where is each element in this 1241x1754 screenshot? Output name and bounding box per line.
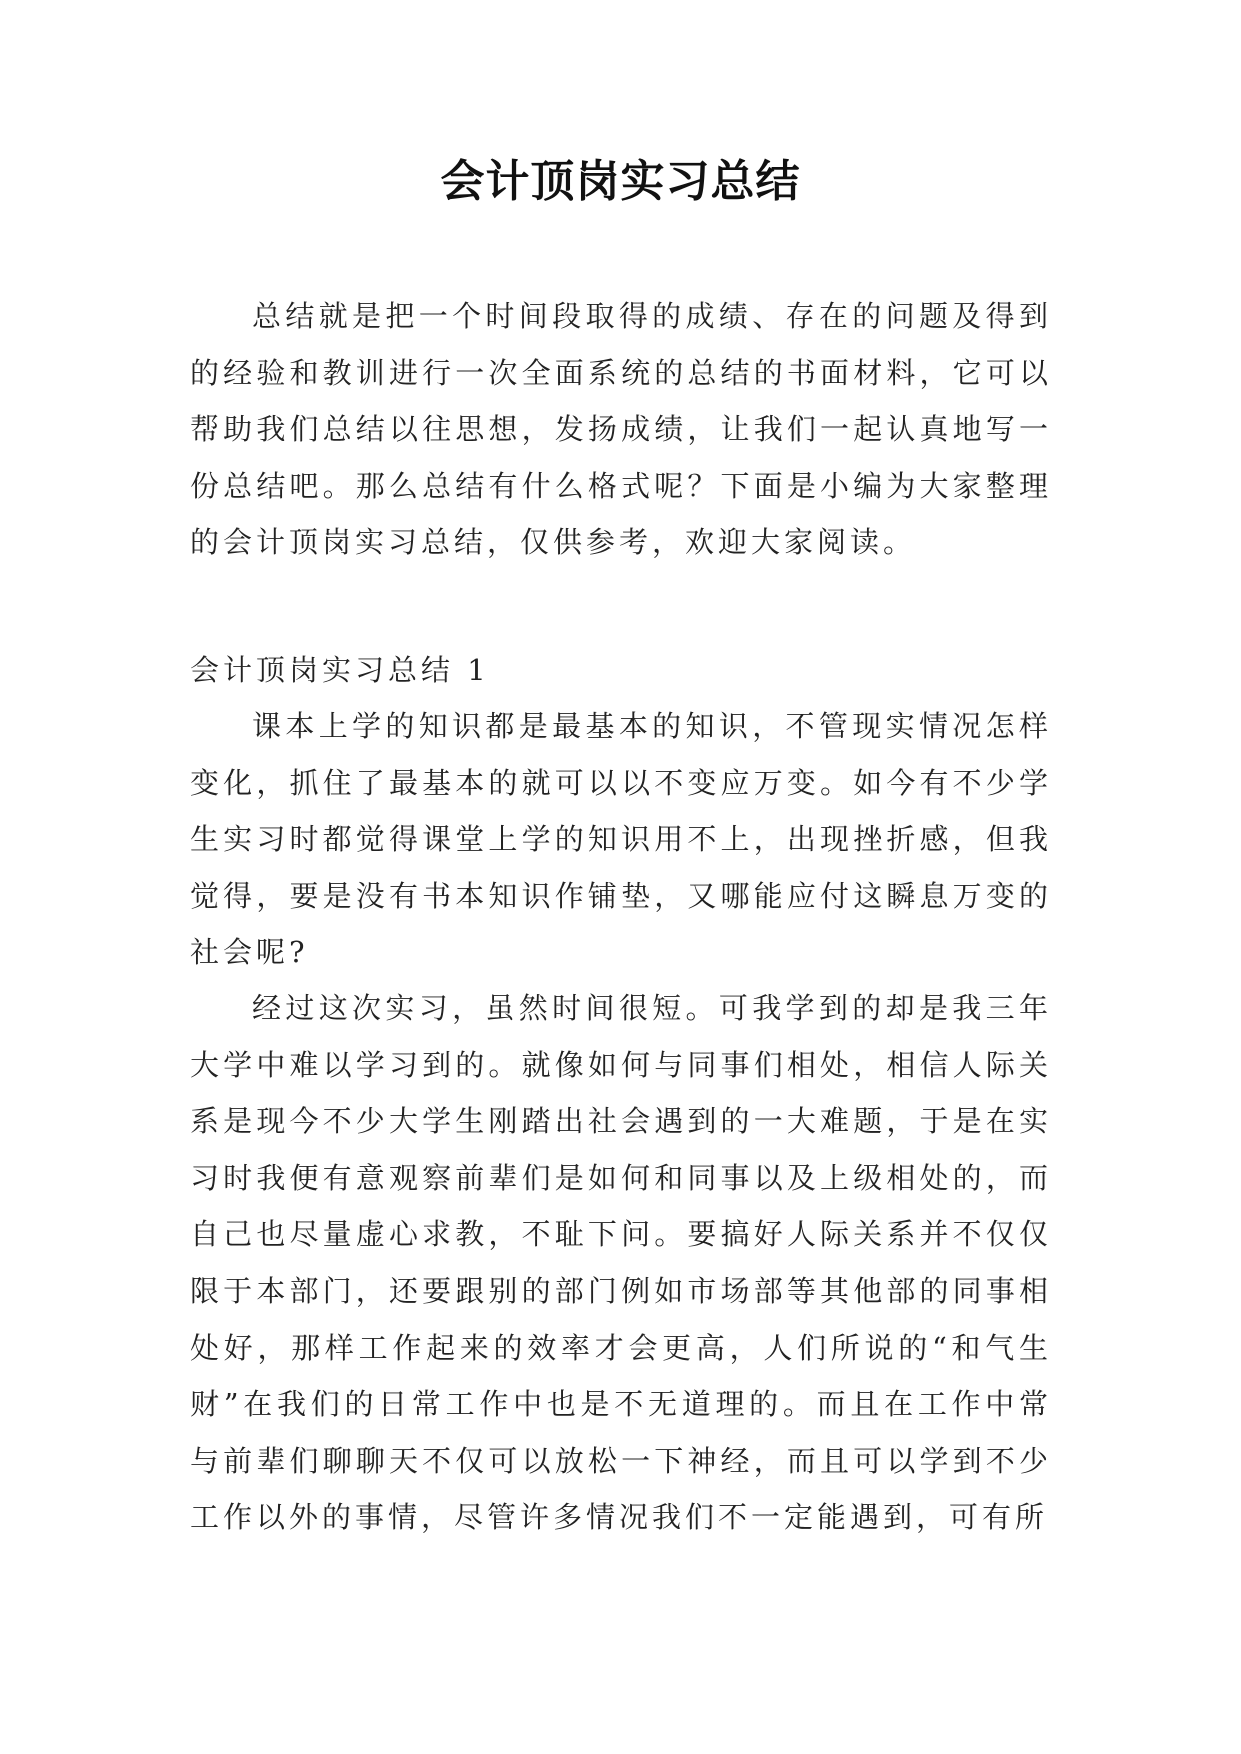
intro-paragraph: 总结就是把一个时间段取得的成绩、存在的问题及得到的经验和教训进行一次全面系统的总结的书面材料，它可以帮助我们总结以往思想，发扬成绩，让我们一起认真地写一份总结吧。那么总结有什么格式呢？下面是小编为大家整理的会计顶岗实习总结，仅供参考，欢迎大家阅读。 (190, 299, 1052, 560)
section-heading: 会计顶岗实习总结 1 (190, 653, 490, 687)
body-paragraph: 经过这次实习，虽然时间很短。可我学到的却是我三年大学中难以学习到的。就像如何与同事们相处，相信人际关系是现今不少大学生刚踏出社会遇到的一大难题，于是在实习时我便有意观察前辈们是如何和同事以及上级相处的，而自己也尽量虚心求教，不耻下问。要搞好人际关系并不仅仅限于本部门，还要跟别的部门例如市场部等其他部的同事相处好，那样工作起来的效率才会更高，人们所说的“和气生财”在我们的日常工作中也是不无道理的。而且在工作中常与前辈们聊聊天不仅可以放松一下神经，而且可以学到不少工作以外的事情，尽管许多情况我们不一定能遇到，可有所 (190, 991, 1052, 1535)
document-title: 会计顶岗实习总结 (440, 156, 801, 207)
body-paragraph: 课本上学的知识都是最基本的知识，不管现实情况怎样变化，抓住了最基本的就可以以不变应万变。如今有不少学生实习时都觉得课堂上学的知识用不上，出现挫折感，但我觉得，要是没有书本知识作铺垫，又哪能应付这瞬息万变的社会呢? (190, 709, 1052, 970)
